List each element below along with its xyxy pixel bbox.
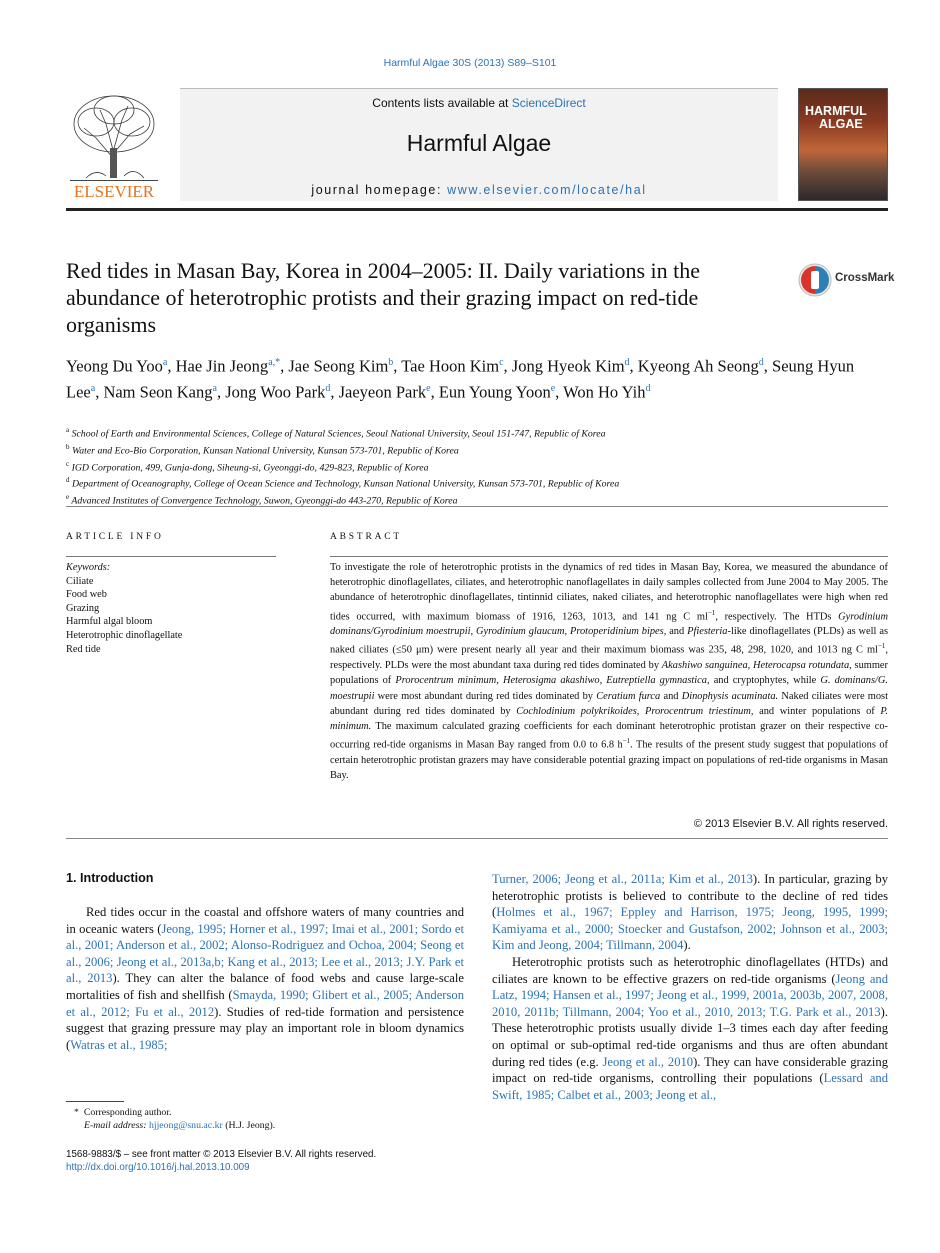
abstract-italic-span: Prorocentrum minimum, Heterosigma akashiwo, Eutreptiella gymnastica, <box>395 675 710 687</box>
abstract-span: Naked ciliates were most abundant during red tides dominated by <box>330 690 888 717</box>
journal-cover <box>798 88 888 201</box>
crossmark-label: CrossMark <box>835 272 895 284</box>
intro-paragraph-2 <box>492 954 888 1103</box>
crossmark-badge[interactable] <box>797 262 895 298</box>
author-name: Jaeyeon Park <box>338 382 427 401</box>
affiliation-marker: d <box>66 476 70 485</box>
abstract-span: , respectively. PLDs were the most abundant taxa during red tides dominated by <box>330 644 888 672</box>
body-text: ). <box>683 938 691 953</box>
abstract-italic-span: Gyrodinium dominans/Gyrodinium moestrupii, Gyrodinium glaucum, Protoperidinium bipes, <box>330 611 888 638</box>
keyword-item: Red tide <box>66 643 101 655</box>
abstract-italic-span: Ceratium furca <box>596 690 661 702</box>
elsevier-tree-icon <box>66 88 162 203</box>
citation-link[interactable]: Turner, 2006; Jeong et al., 2011a; Kim et al., 2013 <box>492 872 753 886</box>
doi-link[interactable]: http://dx.doi.org/10.1016/j.hal.2013.10.009 <box>66 1162 250 1173</box>
author-affiliation-marker[interactable]: d <box>758 357 764 368</box>
citation-link[interactable]: Smayda, 1990; Glibert et al., 2005; Anderson et al., 2012; Fu et al., 2012 <box>66 987 464 1019</box>
body-text: ). They can have considerable grazing impact on red-tide organisms, controlling their populations ( <box>492 1054 888 1086</box>
intro-paragraph-1-continued <box>492 871 888 954</box>
abstract-span: and cryptophytes, while <box>709 675 821 687</box>
affiliation-marker: c <box>66 459 70 468</box>
abstract-span: , respectively. The HTDs <box>715 611 839 623</box>
abstract-superscript: −1 <box>622 737 631 746</box>
author-list: Yeong Du Yoo$^a$, Hae Jin Jeong$^{a,*}$, Jae Seong Kim$^b$, Tae Hoon Kim$^c$, Jong Hyeok Kim$^d$, Kyeong Ah Seong$^d$, Seung Hyun Lee$^a$, Nam Seon Kang$^a$, Jong Woo Park$^d$, Jaeyeon Park$^e$, Eun Young Yoon$^e$, Won Ho Yih$^d$ <box>66 356 855 401</box>
keywords-label: Keywords: <box>66 562 111 573</box>
corresponding-author-footnote <box>66 1106 464 1132</box>
divider <box>66 556 276 557</box>
body-text: Heterotrophic protists such as heterotrophic dinoflagellates (HTDs) and ciliates are known to be effective grazers on red-tide organisms ( <box>492 954 888 986</box>
author-affiliation-marker[interactable]: e <box>550 382 556 394</box>
homepage-link[interactable]: www.elsevier.com/locate/hal <box>447 183 647 197</box>
author-affiliation-marker[interactable]: d <box>624 357 630 368</box>
footnote-rule <box>66 1101 124 1102</box>
intro-right-column <box>492 871 888 1103</box>
author-name: Hae Jin Jeong <box>175 356 269 376</box>
email-suffix: (H.J. Jeong). <box>225 1120 276 1131</box>
abstract-span: The maximum calculated grazing coefficients for each dominant heterotrophic protistan grazer on their respective co-occurring red-tide organisms in Masan Bay ranged from 0.0 to 6.8 h <box>330 720 888 751</box>
header-rule <box>66 208 888 211</box>
affiliation-item <box>66 474 888 491</box>
divider <box>66 838 888 839</box>
page-footer <box>66 1148 486 1174</box>
body-text: Red tides occur in the coastal and offshore waters of many countries and in oceanic waters ( <box>66 905 464 936</box>
elsevier-logo <box>66 88 162 203</box>
keywords-block <box>66 561 286 656</box>
journal-name: Harmful Algae <box>406 130 552 156</box>
affiliation-item <box>66 424 888 441</box>
keyword-item: Grazing <box>66 602 100 614</box>
journal-reference[interactable]: Harmful Algae 30S (2013) S89–S101 <box>383 57 557 69</box>
keyword-list <box>66 575 286 657</box>
affiliation-marker: e <box>66 493 70 502</box>
author-name: Jong Hyeok Kim <box>511 356 625 376</box>
corresponding-label: Corresponding author. <box>83 1107 172 1118</box>
affiliation-text: School of Earth and Environmental Sciences, College of Natural Sciences, Seoul National University, Seoul 151-747, Republic of Korea <box>71 428 606 440</box>
keyword-item: Food web <box>66 589 107 601</box>
abstract-span: and <box>666 626 688 638</box>
intro-paragraph-1 <box>66 904 464 1053</box>
article-info-heading: ARTICLE INFO <box>66 532 164 542</box>
author-affiliation-marker[interactable]: a <box>162 357 168 368</box>
body-text: ). In particular, grazing by heterotrophic protists is believed to contribute to the decline of red tides ( <box>492 872 888 920</box>
abstract-heading: ABSTRACT <box>330 532 403 542</box>
author-name: Yeong Du Yoo <box>66 356 163 376</box>
abstract-span: -like dinoflagellates (PLDs) as well as naked ciliates (≤50 μm) were present nearly all year and their maximum biomass was 235, 48, 298, 1020, and 1013 ng C ml <box>330 626 888 656</box>
author-affiliation-marker[interactable]: d <box>325 382 331 394</box>
author-name: Jae Seong Kim <box>288 356 389 376</box>
contents-line <box>180 96 778 110</box>
affiliation-marker: b <box>66 442 70 451</box>
author-affiliation-marker[interactable]: b <box>388 357 394 368</box>
sciencedirect-link[interactable]: ScienceDirect <box>511 96 586 110</box>
homepage-prefix: journal homepage: <box>311 183 448 197</box>
author-affiliation-marker[interactable]: d <box>645 382 651 394</box>
abstract-span: and winter populations of <box>753 705 881 717</box>
abstract-span: and <box>660 690 682 702</box>
footnote-mark: * <box>74 1107 79 1118</box>
author-affiliation-marker[interactable]: a,* <box>268 357 281 368</box>
cover-title-line-2: ALGAE <box>819 117 863 131</box>
affiliation-item <box>66 458 888 475</box>
author-name: Seung Hyun Lee <box>66 356 855 401</box>
contents-prefix: Contents lists available at <box>372 96 512 110</box>
body-text: ). Studies of red-tide formation and persistence suggest that grazing pressure may play an important role in bloom dynamics ( <box>66 1004 464 1052</box>
abstract-italic-span: Pfiesteria <box>687 626 728 638</box>
author-name: Kyeong Ah Seong <box>637 356 759 376</box>
keyword-item: Ciliate <box>66 575 94 587</box>
abstract-span: To investigate the role of heterotrophic protists in the dynamics of red tides in Masan Bay, Korea, we measured the abundance of heterotrophic dinoflagellates, ciliates, and heterotrophic nanoflagellates in daily samples collected from June 2004 to May 2005. The abundance of heterotrophic dinoflagellates, tintinnid ciliates, naked ciliates, and heterotrophic nanoflagellates were high when red tides occurred, with maximum biomass of 1916, 1263, 1013, and 141 ng C ml <box>330 562 888 623</box>
intro-left-column <box>66 904 464 1053</box>
citation-link[interactable]: Jeong and Latz, 1994; Hansen et al., 1997; Jeong et al., 1999, 2001a, 2003b, 2007, 2008, 2010, 2011b; Tillmann, 2004; Yoo et al., 2010, 2013; T.G. Park et al., 2013 <box>492 971 888 1019</box>
affiliation-text: Department of Oceanography, College of Ocean Science and Technology, Kunsan National University, Kunsan 573-701, Republic of Korea <box>71 478 620 490</box>
author-name: Jong Woo Park <box>225 382 326 401</box>
affiliation-marker: a <box>66 426 70 434</box>
citation-link[interactable]: Holmes et al., 1967; Eppley and Harrison, 1975; Jeong, 1995, 1999; Kamiyama et al., 2000; Stoecker and Gustafson, 2002; Johnson et al., 2003; Kim and Jeong, 2004; Tillmann, 2004 <box>492 905 888 953</box>
homepage-line <box>180 183 778 197</box>
author-name: Nam Seon Kang <box>103 382 213 401</box>
author-affiliation-marker[interactable]: e <box>426 382 431 394</box>
abstract-italic-span: P. minimum. <box>330 705 888 732</box>
affiliation-text: IGD Corporation, 499, Gunja-dong, Siheung-si, Gyeonggi-do, 429-823, Republic of Korea <box>71 461 429 473</box>
abstract-text <box>330 560 888 783</box>
keyword-item: Harmful algal bloom <box>66 616 153 628</box>
abstract-italic-span: Dinophysis acuminata. <box>681 690 779 702</box>
keyword-item: Heterotrophic dinoflagellate <box>66 629 183 641</box>
citation-link[interactable]: Lessard and Swift, 1985; Calbet et al., 2003; Jeong et al., <box>492 1071 889 1102</box>
author-affiliation-marker[interactable]: a <box>90 382 96 394</box>
email-link[interactable]: hjjeong@snu.ac.kr <box>148 1120 223 1131</box>
abstract-superscript: −1 <box>877 642 886 651</box>
body-text: ). They can alter the balance of food webs and cause large-scale mortalities of fish and shellfish ( <box>66 971 464 1002</box>
cover-title-line-1: HARMFUL <box>805 104 867 118</box>
author-name: Eun Young Yoon <box>438 382 551 401</box>
body-text: ). These heterotrophic protists usually divide 1–3 times each day after feeding on optimal or sub-optimal red-tide organisms and thus are often abundant during red tides (e.g. <box>492 1004 888 1069</box>
copyright-line: © 2013 Elsevier B.V. All rights reserved. <box>693 818 888 830</box>
abstract-superscript: −1 <box>707 608 716 617</box>
email-label: E-mail address: <box>84 1120 147 1131</box>
crossmark-icon <box>797 262 833 298</box>
abstract-italic-span: Akashiwo sanguinea, Heterocapsa rotundata, <box>661 660 852 672</box>
affiliation-text: Advanced Institutes of Convergence Technology, Suwon, Gyeonggi-do 443-270, Republic of Korea <box>71 495 458 507</box>
affiliation-list <box>66 424 888 508</box>
divider <box>330 556 888 557</box>
divider <box>66 506 888 507</box>
article-title: Red tides in Masan Bay, Korea in 2004–2005: II. Daily variations in the abundance of heterotrophic protists and their grazing impact on red-tide organisms <box>66 258 701 337</box>
author-affiliation-marker[interactable]: c <box>499 357 504 368</box>
cover-title <box>805 105 885 131</box>
svg-text:ELSEVIER: ELSEVIER <box>73 182 155 201</box>
citation-link[interactable]: Jeong, 1995; Horner et al., 1997; Imai et al., 2001; Sordo et al., 2001; Anderson et al., 2002; Alonso-Rodriguez and Ochoa, 2004; Seong et al., 2006; Jeong et al., 2013a,b; Kang et al., 2013; Lee et al., 2013; J.Y. Park et al., 2013 <box>66 921 464 986</box>
abstract-span: . The results of the present study suggest that populations of certain heterotrophic protistan grazers may have considerable potential grazing impact on populations of red-tide organisms in Masan Bay. <box>330 739 889 782</box>
citation-link[interactable]: Watras et al., 1985; <box>70 1037 168 1052</box>
section-heading-introduction: 1. Introduction <box>66 871 154 885</box>
author-name: Won Ho Yih <box>563 382 646 401</box>
issn-line: 1568-9883/$ – see front matter © 2013 Elsevier B.V. All rights reserved. <box>66 1149 377 1160</box>
citation-link[interactable]: Jeong et al., 2010 <box>602 1054 694 1069</box>
abstract-italic-span: Cochlodinium polykrikoides, Prorocentrum triestinum, <box>516 705 754 717</box>
author-affiliation-marker[interactable]: a <box>212 382 217 394</box>
abstract-span: were most abundant during red tides dominated by <box>374 690 597 702</box>
affiliation-text: Water and Eco-Bio Corporation, Kunsan National University, Kunsan 573-701, Republic of Korea <box>71 445 459 457</box>
author-name: Tae Hoon Kim <box>401 356 500 376</box>
abstract-italic-span: G. dominans/G. moestrupii <box>330 675 888 702</box>
abstract-span: summer populations of <box>330 660 888 687</box>
affiliation-item <box>66 441 888 458</box>
